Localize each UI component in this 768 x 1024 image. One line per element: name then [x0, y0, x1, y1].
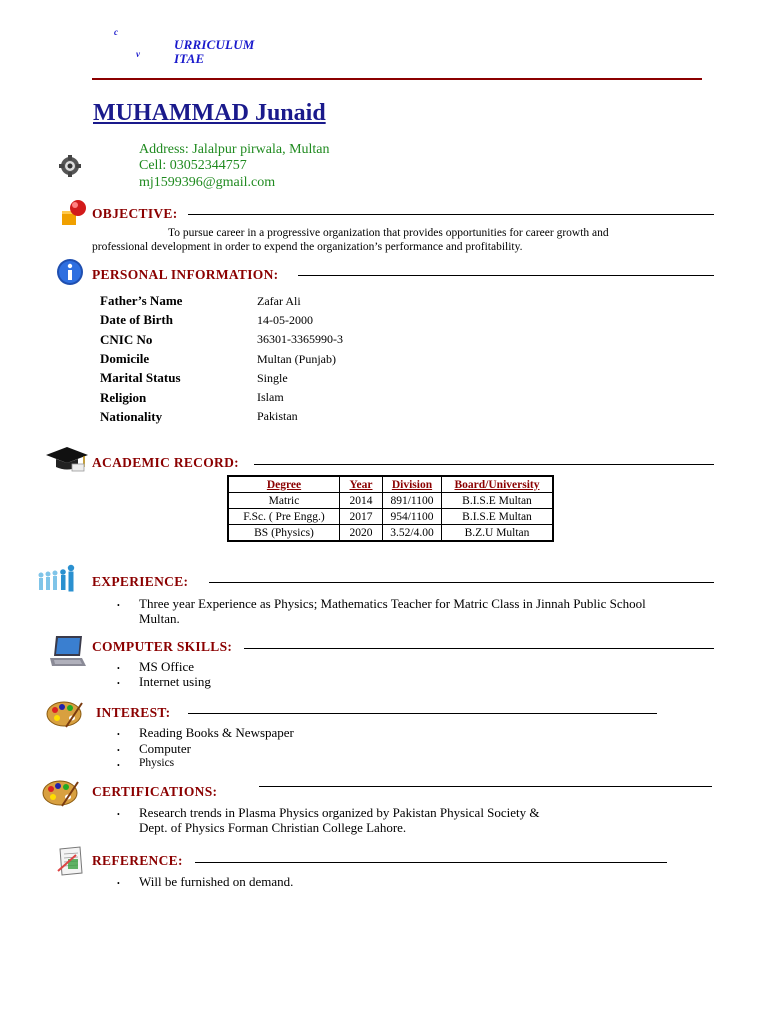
- interest-title: INTEREST:: [96, 705, 171, 720]
- table-cell: B.I.S.E Multan: [442, 493, 554, 509]
- personal-info-title: PERSONAL INFORMATION:: [92, 267, 279, 282]
- graduation-cap-icon: [44, 445, 90, 478]
- table-cell: 2020: [340, 525, 383, 542]
- pi-label-religion: Religion: [100, 390, 147, 405]
- table-cell: 2017: [340, 509, 383, 525]
- bullet: •: [117, 810, 120, 819]
- contact-cell: Cell: 03052344757: [139, 158, 247, 173]
- bullet: •: [117, 601, 120, 610]
- bullet: •: [117, 679, 120, 688]
- table-row: [228, 509, 553, 525]
- experience-line2: Multan.: [139, 611, 180, 626]
- academic-col-division: Division: [383, 476, 442, 493]
- table-cell: F.Sc. ( Pre Engg.): [228, 509, 340, 525]
- reference-text: Will be furnished on demand.: [139, 874, 294, 889]
- header-title-line1: URRICULUM: [174, 37, 255, 52]
- pi-value-marital: Single: [257, 371, 288, 385]
- skills-rule: [244, 648, 714, 649]
- skills-title: COMPUTER SKILLS:: [92, 639, 233, 654]
- bullet: •: [117, 746, 120, 755]
- bullet: •: [117, 761, 120, 770]
- header-title-line2: ITAE: [174, 51, 205, 66]
- table-cell: Matric: [228, 493, 340, 509]
- experience-line1: Three year Experience as Physics; Mathematics Teacher for Matric Class in Jinnah Public School: [139, 596, 646, 611]
- table-row: [228, 525, 553, 542]
- pi-value-father: Zafar Ali: [257, 294, 301, 308]
- personal-info-rule: [298, 275, 714, 276]
- pi-label-nationality: Nationality: [100, 409, 163, 424]
- table-cell: BS (Physics): [228, 525, 340, 542]
- pi-label-dob: Date of Birth: [100, 312, 173, 327]
- pi-label-cnic: CNIC No: [100, 332, 153, 347]
- bullet: •: [117, 730, 120, 739]
- table-cell: 954/1100: [383, 509, 442, 525]
- table-cell: 2014: [340, 493, 383, 509]
- objective-title: OBJECTIVE:: [92, 206, 178, 221]
- header-rule: [92, 78, 702, 80]
- candidate-name: MUHAMMAD Junaid: [93, 100, 326, 126]
- academic-rule: [254, 464, 714, 465]
- bullet: •: [117, 664, 120, 673]
- interest-item: Computer: [139, 741, 191, 756]
- academic-title: ACADEMIC RECORD:: [92, 455, 239, 470]
- objective-line1: To pursue career in a progressive organization that provides opportunities for career growth and: [168, 227, 609, 239]
- people-icon: [36, 563, 80, 602]
- pi-value-domicile: Multan (Punjab): [257, 352, 336, 366]
- pi-label-father: Father’s Name: [100, 293, 183, 308]
- header-v-letter: v: [136, 49, 140, 59]
- interest-rule: [188, 713, 657, 714]
- reference-title: REFERENCE:: [92, 853, 183, 868]
- table-cell: B.I.S.E Multan: [442, 509, 554, 525]
- palette-icon: [46, 699, 84, 734]
- academic-col-degree: Degree: [228, 476, 340, 493]
- contact-email[interactable]: mj1599396@gmail.com: [139, 175, 276, 190]
- academic-header-row: [228, 476, 553, 493]
- experience-title: EXPERIENCE:: [92, 574, 189, 589]
- table-cell: 3.52/4.00: [383, 525, 442, 542]
- table-cell: B.Z.U Multan: [442, 525, 554, 542]
- academic-col-board: Board/University: [442, 476, 554, 493]
- notebook-icon: [54, 845, 86, 882]
- contact-address: Address: Jalalpur pirwala, Multan: [139, 142, 330, 157]
- reference-rule: [195, 862, 667, 863]
- table-cell: 891/1100: [383, 493, 442, 509]
- cubes-icon: [59, 199, 89, 232]
- header-c-letter: c: [114, 27, 118, 37]
- certification-line2: Dept. of Physics Forman Christian College Lahore.: [139, 820, 407, 835]
- interest-item: Reading Books & Newspaper: [139, 725, 294, 740]
- info-icon: [56, 258, 84, 291]
- experience-rule: [209, 582, 714, 583]
- academic-table: [227, 475, 554, 542]
- interest-item: Physics: [139, 757, 175, 769]
- objective-rule: [188, 214, 714, 215]
- table-row: [228, 493, 553, 509]
- pi-label-domicile: Domicile: [100, 351, 150, 366]
- bullet: •: [117, 879, 120, 888]
- pi-value-dob: 14-05-2000: [257, 313, 313, 327]
- pi-value-cnic: 36301-3365990-3: [257, 332, 343, 346]
- pi-value-religion: Islam: [257, 390, 284, 404]
- certification-line1: Research trends in Plasma Physics organized by Pakistan Physical Society &: [139, 805, 540, 820]
- palette-icon: [42, 778, 80, 813]
- skill-item: Internet using: [139, 674, 211, 689]
- skill-item: MS Office: [139, 659, 195, 674]
- academic-col-year: Year: [340, 476, 383, 493]
- gear-icon: [58, 155, 82, 182]
- pi-label-marital: Marital Status: [100, 370, 181, 385]
- objective-line2: professional development in order to expend the organization’s performance and profitability.: [92, 241, 523, 253]
- certifications-title: CERTIFICATIONS:: [92, 784, 218, 799]
- certifications-rule: [259, 786, 712, 787]
- pi-value-nationality: Pakistan: [257, 409, 298, 423]
- laptop-icon: [48, 634, 88, 673]
